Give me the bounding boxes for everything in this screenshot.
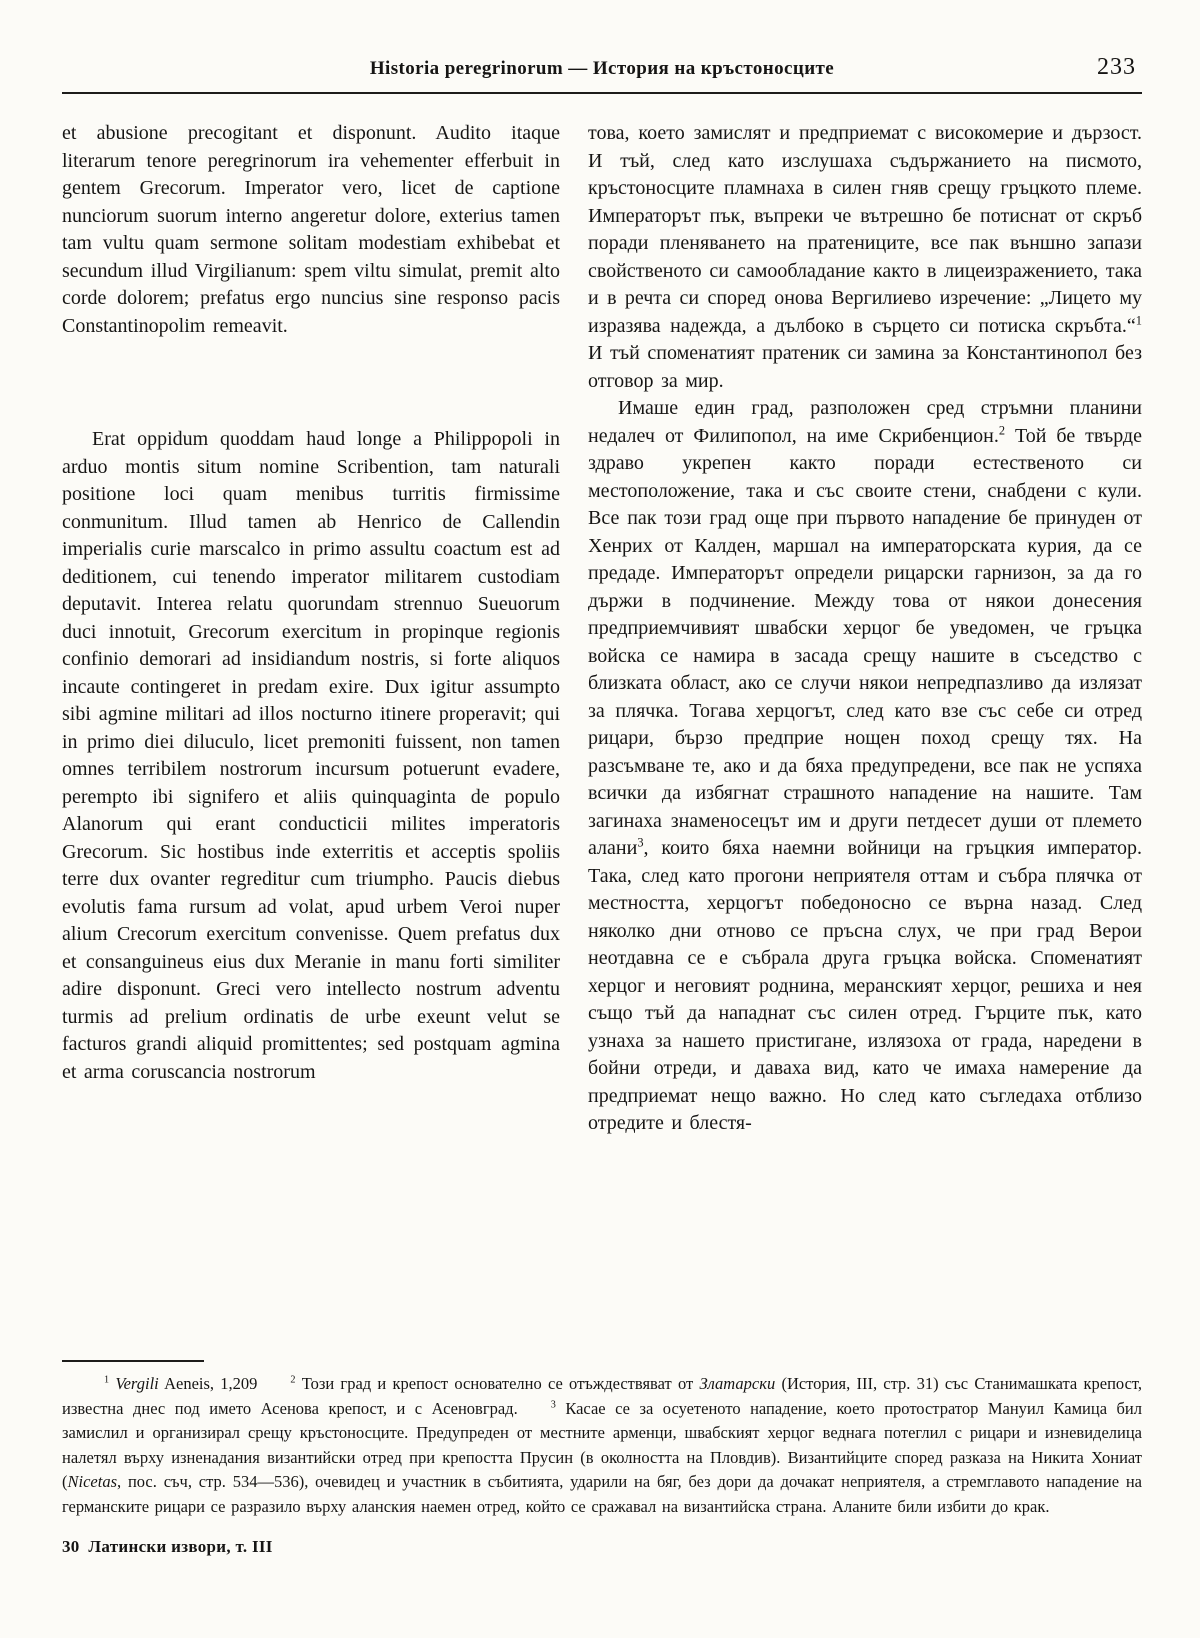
bulgarian-column: [588, 120, 1142, 1352]
latin-paragraph-1: et abusione precogitant et disponunt. Audito itaque literarum tenore peregrinorum ira vehementer efferbuit in gentem Grecorum. Imperator vero, licet de captione nunciorum suorum interno angeretur dolore, exterius tamen tam vultu quam sermone solitam modestiam exhibebat et secundum illud Virgilianum: spem viltu simulat, premit alto corde dolorem; prefatus ergo nuncius sine responso pacis Constantinopolim remeavit.: [62, 122, 560, 337]
text-columns: [62, 120, 1142, 1352]
latin-column: [62, 120, 560, 1352]
print-signature: 30 Латински извори, т. III: [62, 1537, 273, 1556]
page-number: 233: [1097, 54, 1136, 80]
footnote-separator-rule: [62, 1360, 204, 1362]
footnotes-block: $^1$ Vergili Aeneis, 1,209 $^2$ Този град и крепост основателно се отъждествяват от Златарски (История, III, стр. 31) със Станимашката крепост, известна днес под името Асенова крепост, и с Асеновград. $^3$ Касае се за осуетеното нападение, което протостратор Мануил Камица бил замислил и организирал срещу кръстоносците. Предупреден от местните арменци, швабският херцог веднага потеглил с рицари и изневиделица налетял върху изненадания византийски отред при крепостта Прусин (в околността на Пловдив). Византийците според разказа на Никита Хониат (Nicetas, пос. съч, стр. 534—536), очевидец и участник в събитията, ударили на бяг, без дори да дочакат неприятеля, а стремглавото нападение на германските рицари се разразило върху аланския наемен отред, който се сражавал на византийска страна. Аланите били избити до крак.: [62, 1374, 1142, 1516]
running-title: Historia peregrinorum — История на кръстоносците: [369, 58, 835, 79]
bulgarian-paragraph-1: това, което замислят и предприемат с високомерие и дързост. И тъй, след като изслушаха съдържанието на писмото, кръстоносците пламнаха в силен гняв срещу гръцкото племе. Императорът пък, въпреки че вътрешно бе потиснат от скръб поради пленяването на пратениците, все пак външно запази свойственото си самообладание както в лицеизражението, така и в речта си според онова Вергилиево изречение: „Лицето му изразява надежда, а дълбоко в сърцето си потиска скръбта.“$^1$ И тъй споменатият пратеник си замина за Константинопол без отговор за мир.: [588, 122, 1142, 392]
page-header: [62, 50, 1142, 84]
bulgarian-paragraph-2: Имаше един град, разположен сред стръмни планини недалеч от Филипопол, на име Скрибенцион.$^2$ Той бе твърде здраво укрепен както поради естественото си местоположение, така и със своите стени, снабдени с кули. Все пак този град още при първото нападение бе принуден от Хенрих от Калден, маршал на императорската курия, да се предаде. Императорът определи рицарски гарнизон, за да го държи в подчинение. Между това от някои донесения предприемчивият швабски херцог бе уведомен, че гръцка войска се намира в засада срещу нашите в съседство с близката област, ако се случи някои непредпазливо да излязат за плячка. Тогава херцогът, след като взе със себе си отред рицари, бързо предприе нощен поход срещу тях. На разсъмване те, ако и да бяха предупредени, все пак не успяха всички да избягнат страшното нападение на нашите. Там загинаха знаменосецът им и други петдесет души от племето алани$^3$, които бяха наемни войници на гръцкия император. Така, след като прогони неприятеля оттам и събра плячка от местността, херцогът победоносно се върна назад. След няколко дни отново се пръсна слух, че при град Верои неотдавна се е събрала друга гръцка войска. Споменатият херцог и неговият роднина, меранският херцог, решиха и нея също тъй да нападнат със силен отред. Гърците пък, като узнаха за нашето пристигане, излязоха от града, наредени в бойни отреди, и даваха вид, като че имаха намерение да предприемат нещо важно. Но след като съгледаха отблизо отредите и блестя-: [588, 397, 1142, 1134]
header-rule: [62, 92, 1142, 94]
latin-paragraph-2: Erat oppidum quoddam haud longe a Philippopoli in arduo montis situm nomine Scribention, tam naturali positione loci quam menibus turritis firmissime conmunitum. Illud tamen ab Henrico de Callendin imperialis curie marscalco in primo assultu coactum est ad deditionem, cui tenendo imperator militarem custodiam deputavit. Interea relatu quorundam strennuo Sueuorum duci innotuit, Grecorum exercitum in propinque regionis confinio demorari ad insidiandum nostris, si forte aliquos incaute contingeret in predam exire. Dux igitur assumpto sibi agmine militari ad illos nocturno itinere properavit; qui in primo diei diluculo, licet premoniti fuissent, non tamen omnes terribilem nostrorum incursum potuerunt evadere, perempto ibi signifero et aliis quinquaginta de populo Alanorum qui erant conducticii milites imperatoris Grecorum. Sic hostibus inde exterritis et acceptis spoliis terre dux ovanter regreditur cum triumpho. Paucis diebus evolutis fama rursum ad volat, apud urbem Veroi nuper alium Crecorum exercitum convenisse. Quem prefatus dux et consanguineus eius dux Meranie in manu forti similiter adire disponunt. Greci vero intellecto nostrum adventu turmis ad prelium ordinatis de urbe exeunt velut se facturos grandi aliquid promittentes; sed postquam agmina et arma coruscancia nostrorum: [62, 428, 560, 1083]
